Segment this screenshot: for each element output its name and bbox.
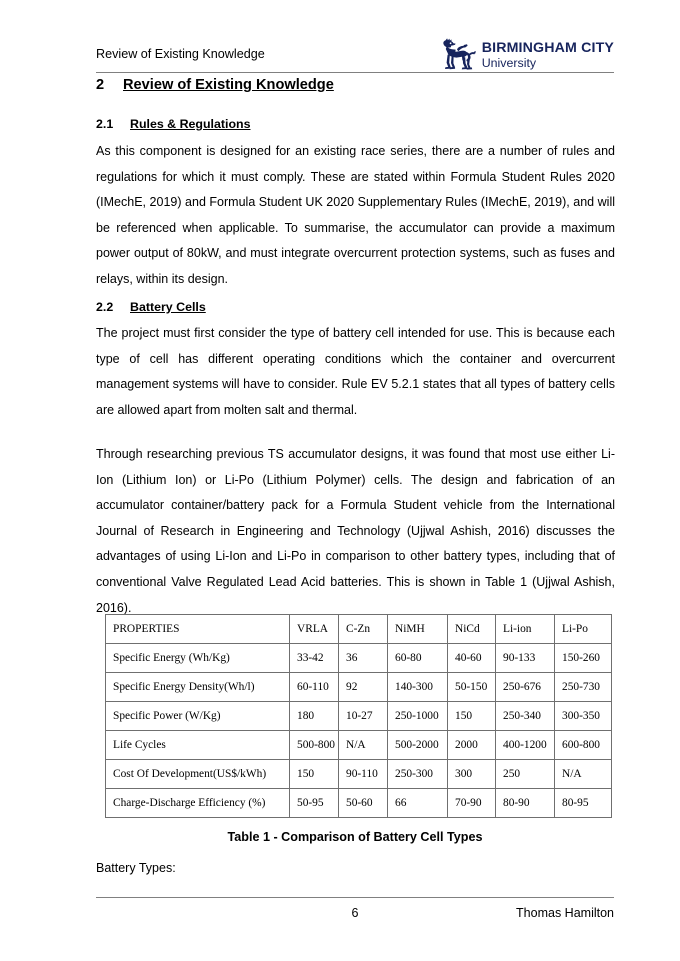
table-header-cell: Li-Po: [555, 615, 612, 644]
lion-rampant-icon: [434, 38, 476, 72]
table-cell: Specific Energy Density(Wh/l): [106, 673, 290, 702]
table-cell: Life Cycles: [106, 731, 290, 760]
table-row: [106, 644, 612, 673]
table-header-cell: Li-ion: [496, 615, 555, 644]
table-header-cell: C-Zn: [339, 615, 388, 644]
table-header-cell: VRLA: [290, 615, 339, 644]
table-cell: Charge-Discharge Efficiency (%): [106, 789, 290, 818]
section-number-2-1: 2.1: [96, 117, 114, 131]
table-cell: 90-133: [496, 644, 555, 673]
table-cell: 80-90: [496, 789, 555, 818]
logo-line-1: BIRMINGHAM CITY: [481, 39, 614, 56]
university-logo: [434, 38, 614, 72]
table-cell: 2000: [448, 731, 496, 760]
table-cell: N/A: [339, 731, 388, 760]
table-cell: 400-1200: [496, 731, 555, 760]
table-row: [106, 702, 612, 731]
table-cell: Cost Of Development(US$/kWh): [106, 760, 290, 789]
table-cell: Specific Energy (Wh/Kg): [106, 644, 290, 673]
logo-wordmark: [482, 41, 614, 70]
table-row: [106, 789, 612, 818]
footer-divider: [96, 897, 614, 898]
table-header-cell: PROPERTIES: [106, 615, 290, 644]
table-caption: Table 1 - Comparison of Battery Cell Types: [227, 830, 483, 844]
chapter-title: Review of Existing Knowledge: [123, 77, 334, 93]
table-cell: 10-27: [339, 702, 388, 731]
running-header-title: Review of Existing Knowledge: [96, 47, 265, 61]
table-cell: 250-340: [496, 702, 555, 731]
section-heading-2-2: [96, 299, 614, 315]
section-number-2-2: 2.2: [96, 300, 114, 314]
table-row: [106, 673, 612, 702]
section-heading-2-1: [96, 116, 614, 132]
header-divider: [96, 72, 614, 73]
table-cell: 150: [290, 760, 339, 789]
table-cell: 150: [448, 702, 496, 731]
table-header-cell: NiMH: [388, 615, 448, 644]
running-header: [96, 38, 614, 74]
table-cell: 300: [448, 760, 496, 789]
section-title-2-2: Battery Cells: [130, 300, 206, 314]
table-cell: 180: [290, 702, 339, 731]
table-cell: 92: [339, 673, 388, 702]
table-cell: 50-95: [290, 789, 339, 818]
table-cell: 600-800: [555, 731, 612, 760]
footer-author: Thomas Hamilton: [516, 906, 614, 920]
paragraph-2-2-1: The project must first consider the type of battery cell intended for use. This is because each type of cell has different operating conditions which the container and overcurrent management systems will have to consider. Rule EV 5.2.1 states that all types of battery cells are allowed apart from molten salt and thermal.: [96, 326, 615, 417]
table-cell: 60-80: [388, 644, 448, 673]
table-row: [106, 760, 612, 789]
table-cell: 250-300: [388, 760, 448, 789]
table-cell: 66: [388, 789, 448, 818]
logo-line-2: University: [481, 55, 537, 70]
table-cell: 250-730: [555, 673, 612, 702]
table-cell: 250-1000: [388, 702, 448, 731]
table-cell: 36: [339, 644, 388, 673]
page-number: 6: [351, 906, 359, 920]
table-cell: 90-110: [339, 760, 388, 789]
table-cell: 50-60: [339, 789, 388, 818]
table-cell: 250-676: [496, 673, 555, 702]
section-title-2-1: Rules & Regulations: [130, 117, 251, 131]
chapter-number: 2: [96, 77, 105, 93]
table-cell: 50-150: [448, 673, 496, 702]
paragraph-2-2-2: Through researching previous TS accumulator designs, it was found that most use either Li-Ion (Lithium Ion) or Li-Po (Lithium Polymer) cells. The design and fabrication of an accumulator container/battery pack for a Formula Student vehicle from the International Journal of Research in Engineering and Technology (Ujjwal Ashish, 2016) discusses the advantages of using Li-Ion and Li-Po in comparison to other battery types, including that of conventional Valve Regulated Lead Acid batteries. This is shown in Table 1 (Ujjwal Ashish, 2016).: [96, 447, 615, 615]
page-footer: [96, 903, 614, 923]
table-cell: 150-260: [555, 644, 612, 673]
table-cell: N/A: [555, 760, 612, 789]
table-cell: 70-90: [448, 789, 496, 818]
paragraph-2-1-1: As this component is designed for an existing race series, there are a number of rules and regulations for which it must comply. These are stated within Formula Student Rules 2020 (IMechE, 2019) and Formula Student UK 2020 Supplementary Rules (IMechE, 2019), and will be referenced when applicable. To summarise, the accumulator can provide a maximum power output of 80kW, and must integrate overcurrent protection systems, such as fuses and relays, within its design.: [96, 144, 615, 286]
table-header-cell: NiCd: [448, 615, 496, 644]
table-cell: 250: [496, 760, 555, 789]
table-cell: 80-95: [555, 789, 612, 818]
table-row: [106, 731, 612, 760]
table-cell: 500-2000: [388, 731, 448, 760]
battery-comparison-table-wrapper: [105, 614, 612, 818]
table-cell: 500-800: [290, 731, 339, 760]
table-cell: 60-110: [290, 673, 339, 702]
table-header-row: [106, 615, 612, 644]
table-cell: 300-350: [555, 702, 612, 731]
trailing-paragraph: Battery Types:: [96, 861, 176, 875]
chapter-heading: [96, 76, 614, 94]
table-cell: 40-60: [448, 644, 496, 673]
table-cell: Specific Power (W/Kg): [106, 702, 290, 731]
battery-comparison-table: [105, 614, 612, 818]
table-cell: 140-300: [388, 673, 448, 702]
table-cell: 33-42: [290, 644, 339, 673]
